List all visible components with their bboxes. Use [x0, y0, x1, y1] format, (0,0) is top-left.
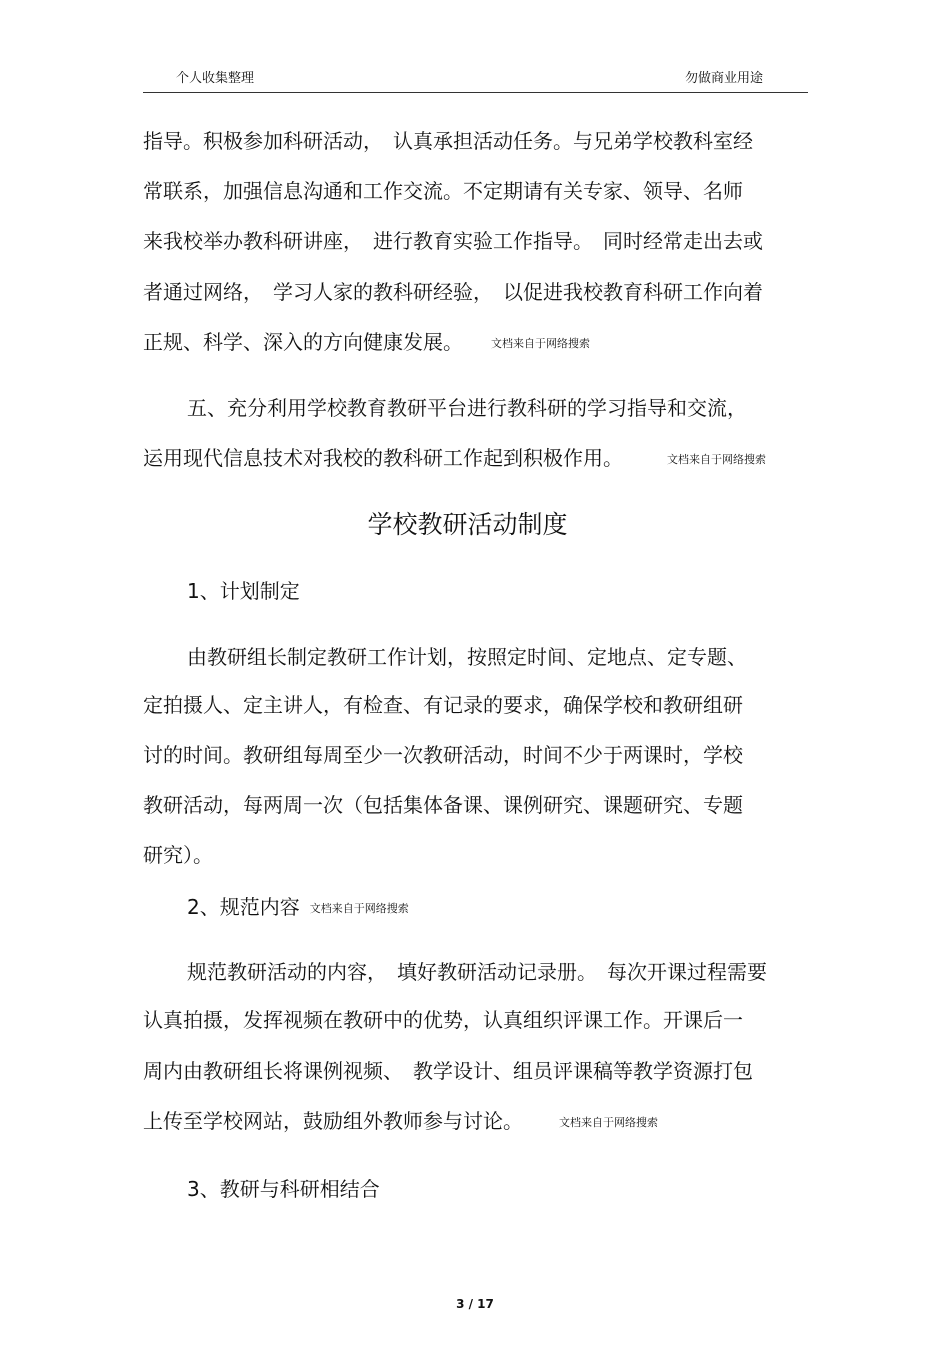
- intro-line-5: [143, 328, 590, 358]
- sec3-heading: 3、教研与科研相结合: [187, 1177, 380, 1201]
- sec2-line-4: [143, 1107, 658, 1137]
- source-note: 文档来自于网络搜索: [667, 453, 766, 466]
- header-left-text: 个人收集整理: [176, 71, 255, 86]
- page-number: 3 / 17: [456, 1297, 494, 1311]
- sec1-line-2: 定拍摄人、定主讲人，有检查、有记录的要求，确保学校和教研组研: [143, 693, 743, 717]
- source-note: 文档来自于网络搜索: [559, 1116, 658, 1129]
- header-right-text: 勿做商业用途: [684, 71, 763, 86]
- source-note: 文档来自于网络搜索: [309, 902, 409, 915]
- sec1-heading: 1、计划制定: [187, 579, 300, 603]
- source-note: 文档来自于网络搜索: [491, 337, 590, 350]
- point5-line-2: [143, 444, 766, 474]
- intro-line-3: 来我校举办教科研讲座， 进行教育实验工作指导。 同时经常走出去或: [143, 229, 763, 253]
- sec2-line-2: 认真拍摄，发挥视频在教研中的优势，认真组织评课工作。开课后一: [143, 1008, 743, 1032]
- point5-line-1: 五、充分利用学校教育教研平台进行教科研的学习指导和交流，: [187, 396, 747, 420]
- sec2-line-4-text: 上传至学校网站，鼓励组外教师参与讨论。: [143, 1109, 523, 1133]
- page-header: [143, 64, 808, 93]
- intro-line-1: 指导。积极参加科研活动， 认真承担活动任务。与兄弟学校教科室经: [143, 129, 753, 153]
- sec2-line-3: 周内由教研组长将课例视频、 教学设计、组员评课稿等教学资源打包: [143, 1059, 753, 1083]
- sec1-line-4: 教研活动，每两周一次（包括集体备课、课例研究、课题研究、专题: [143, 793, 743, 817]
- intro-line-2: 常联系，加强信息沟通和工作交流。不定期请有关专家、领导、名师: [143, 179, 743, 203]
- section-title: 学校教研活动制度: [367, 510, 568, 539]
- sec1-line-3: 讨的时间。教研组每周至少一次教研活动，时间不少于两课时，学校: [143, 743, 743, 767]
- sec1-line-1: 由教研组长制定教研工作计划，按照定时间、定地点、定专题、: [187, 645, 747, 669]
- sec2-line-1: 规范教研活动的内容， 填好教研活动记录册。 每次开课过程需要: [187, 960, 767, 984]
- intro-line-5-text: 正规、科学、深入的方向健康发展。: [143, 330, 463, 354]
- sec2-heading: [187, 893, 409, 923]
- intro-line-4: 者通过网络， 学习人家的教科研经验， 以促进我校教育科研工作向着: [143, 280, 763, 304]
- sec1-line-5: 研究）。: [143, 843, 213, 867]
- point5-line-2-text: 运用现代信息技术对我校的教科研工作起到积极作用。: [143, 446, 623, 470]
- sec2-heading-text: 2、规范内容: [187, 895, 300, 919]
